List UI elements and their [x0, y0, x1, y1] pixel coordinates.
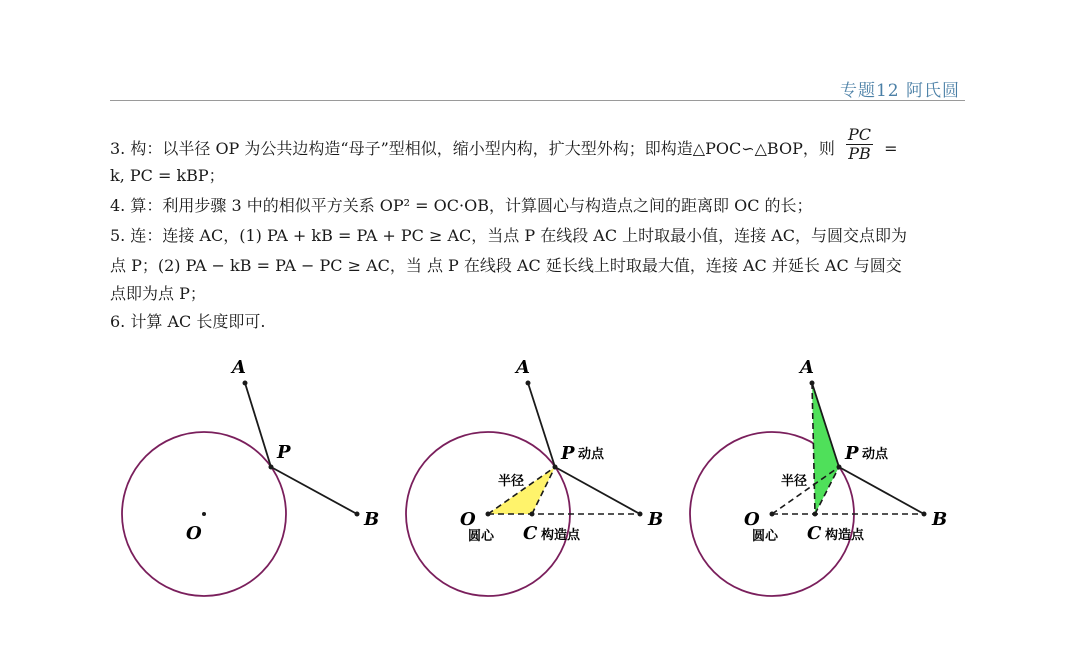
point-B — [638, 512, 643, 517]
segment-AP — [528, 383, 555, 467]
page-header-title: 专题12 阿氏圆 — [839, 81, 960, 101]
label-A: A — [800, 357, 814, 378]
step-3-equals: = — [884, 139, 898, 158]
label-O: O — [186, 523, 202, 544]
segment-AP — [245, 383, 271, 467]
step-5-line-1: 5. 连：连接 AC，(1) PA + kB = PA + PC ≥ AC，当点 P 在线段 AC 上时取最小值，连接 AC，与圆交点即为 — [110, 226, 908, 245]
figure-3 — [690, 357, 947, 596]
figure-2 — [406, 357, 663, 596]
point-P — [553, 465, 558, 470]
label-O: O — [460, 509, 476, 530]
label-C: C — [523, 523, 538, 544]
label-B: B — [648, 509, 664, 530]
step-3-text: 3. 构：以半径 OP 为公共边构造“母子”型相似，缩小型内构，扩大型外构；即构造△POC∽△BOP，则 — [110, 139, 835, 158]
point-P — [269, 465, 274, 470]
point-O — [770, 512, 775, 517]
label-O: O — [744, 509, 760, 530]
label-B: B — [364, 509, 380, 530]
point-A — [526, 381, 531, 386]
step-3-fraction — [846, 126, 873, 163]
step-3-line-2: k, PC = kBP； — [110, 166, 225, 185]
figure-1 — [122, 357, 379, 596]
label-radius: 半径 — [781, 474, 808, 489]
label-P: P — [845, 443, 859, 464]
point-O — [486, 512, 491, 517]
label-O-note: 圆心 — [468, 529, 495, 544]
point-C — [530, 512, 535, 517]
label-P-note: 动点 — [862, 447, 889, 462]
fraction-denominator: PB — [848, 144, 871, 163]
label-radius: 半径 — [498, 474, 525, 489]
label-P-note: 动点 — [578, 447, 605, 462]
point-A — [810, 381, 815, 386]
header-divider — [110, 100, 965, 101]
label-C-note: 构造点 — [541, 528, 581, 543]
point-A — [243, 381, 248, 386]
label-C: C — [807, 523, 822, 544]
segment-PB — [839, 467, 924, 514]
label-O-note: 圆心 — [752, 529, 779, 544]
point-C — [813, 512, 818, 517]
label-C-note: 构造点 — [825, 528, 865, 543]
label-P: P — [277, 442, 291, 463]
label-B: B — [932, 509, 948, 530]
step-4: 4. 算：利用步骤 3 中的相似平方关系 OP² = OC·OB，计算圆心与构造点之间的距离即 OC 的长； — [110, 196, 813, 215]
label-A: A — [232, 357, 246, 378]
step-5-line-3: 点即为点 P； — [110, 284, 206, 303]
step-3-line-1 — [110, 125, 898, 163]
point-O — [202, 512, 206, 516]
geometry-figures — [0, 340, 1080, 620]
segment-PB — [271, 467, 357, 514]
point-B — [355, 512, 360, 517]
label-A: A — [516, 357, 530, 378]
segment-PB — [555, 467, 640, 514]
label-P: P — [561, 443, 575, 464]
point-B — [922, 512, 927, 517]
fraction-numerator: PC — [847, 125, 871, 144]
step-5-line-2: 点 P；(2) PA − kB = PA − PC ≥ AC，当 点 P 在线段 AC 延长线上时取最大值，连接 AC 并延长 AC 与圆交 — [110, 256, 902, 275]
step-6: 6. 计算 AC 长度即可. — [110, 312, 266, 331]
point-P — [837, 465, 842, 470]
